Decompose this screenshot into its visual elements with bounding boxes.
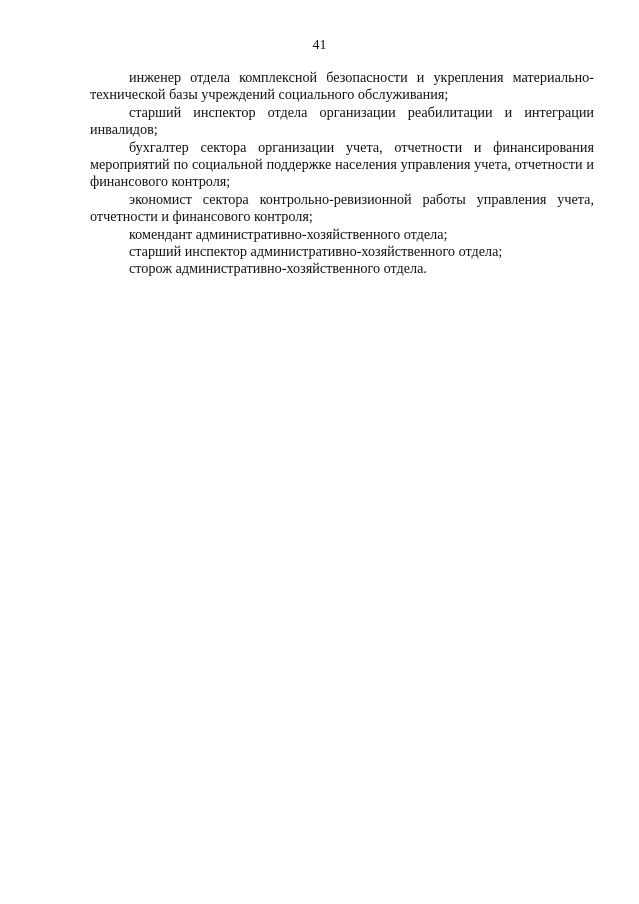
- list-item: старший инспектор административно-хозяйственного отдела;: [129, 244, 503, 261]
- list-item: сторож административно-хозяйственного отдела.: [129, 261, 427, 278]
- position-list: [90, 70, 594, 279]
- list-item: бухгалтер сектора организации учета, отчетности и финансирования мероприятий по социальной поддержке населения управления учета, отчетности и финансового контроля;: [90, 139, 594, 191]
- list-item: инженер отдела комплексной безопасности и укрепления материально-технической базы учреждений социального обслуживания;: [90, 70, 594, 104]
- list-item: экономист сектора контрольно-ревизионной работы управления учета, отчетности и финансового контроля;: [90, 191, 594, 226]
- page-number: 41: [312, 38, 327, 53]
- list-item: комендант административно-хозяйственного отдела;: [129, 226, 448, 243]
- list-item: старший инспектор отдела организации реабилитации и интеграции инвалидов;: [90, 104, 594, 139]
